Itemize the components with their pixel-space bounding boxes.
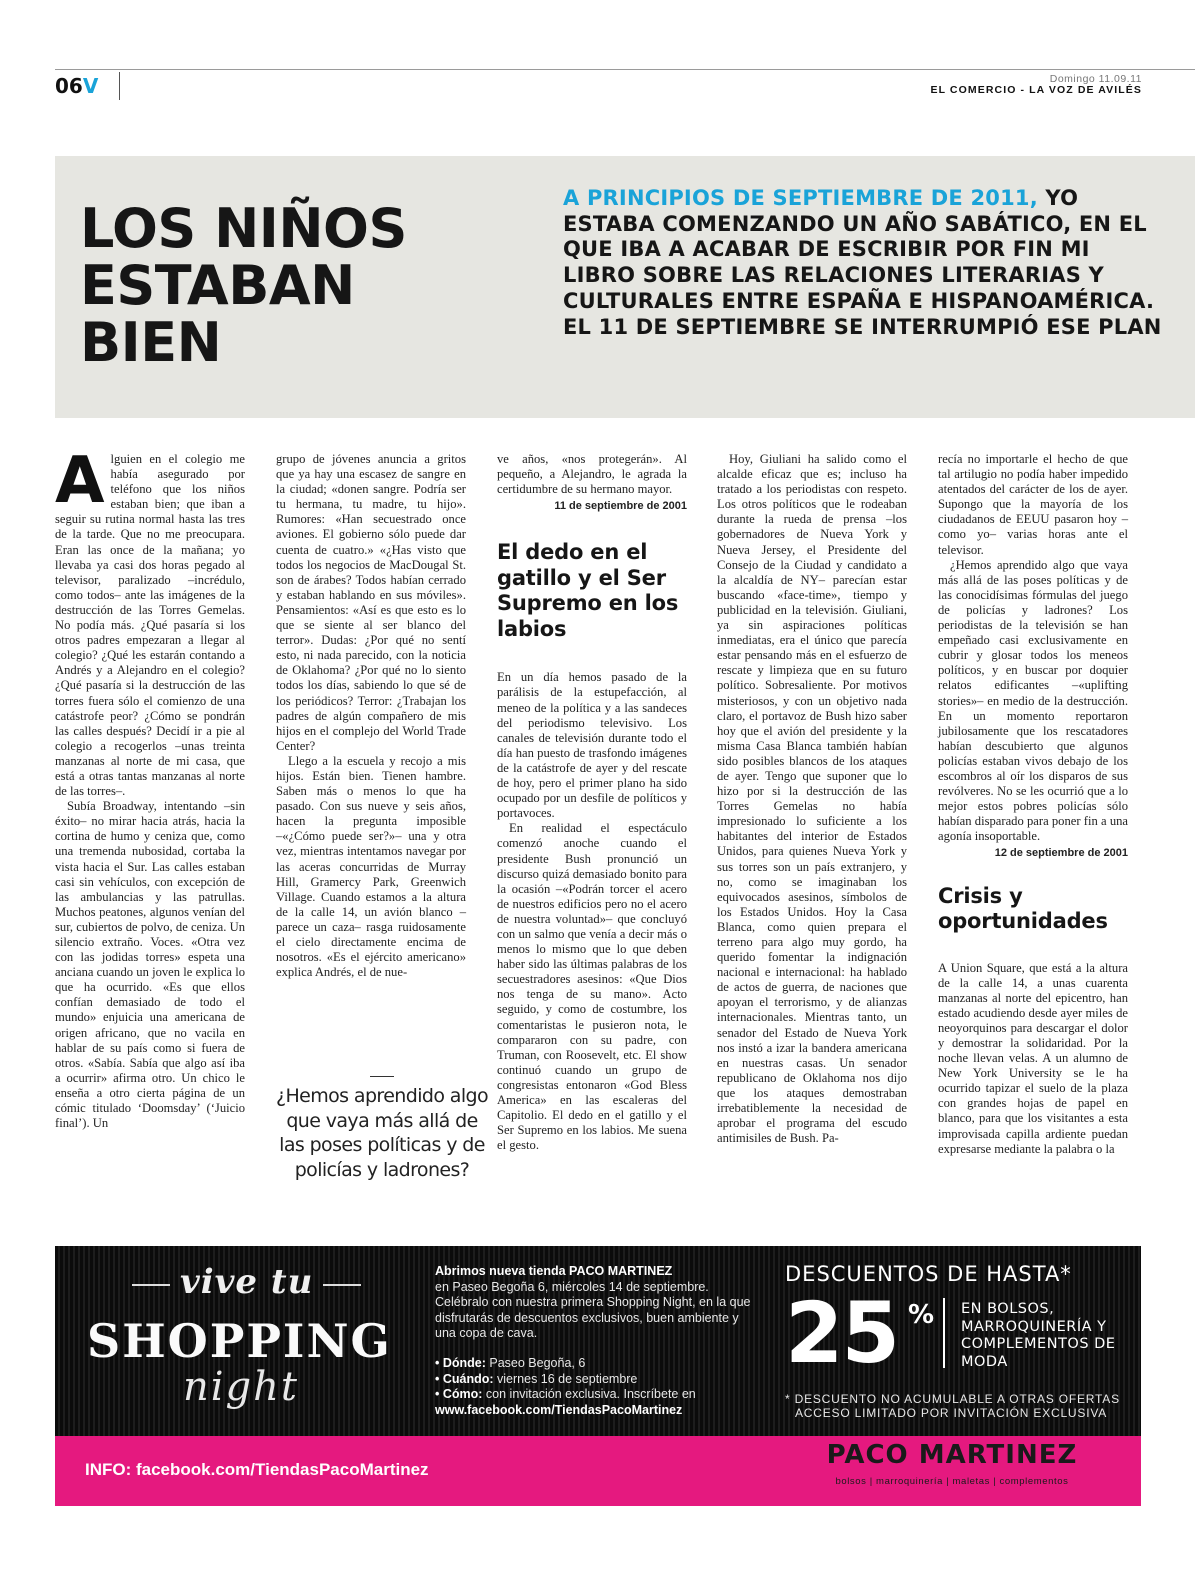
article-column-1 — [55, 444, 245, 1131]
page-number-divider — [119, 72, 120, 100]
paragraph: ¿Hemos aprendido algo que vaya más allá de las poses políticas y de las conocidísimas fórmulas del juego de policías y ladrones? Los periodistas de la televisión se han empeñado casi exclusivamente en cubrir y glosar todos los meneos políticos, y en buscar por doquier relatos edificantes –«uplifting stories»– en medio de la destrucción. En un momento reportaron jubilosamente que los rescatadores habían descubierto que algunos policías estaban vivos debajo de los escombros al oír los disparos de sus revólveres. No se les ocurrió que a lo mejor estos pobres policías sólo habían disparado para poner fin a una agonía insoportable. — [938, 557, 1128, 844]
article-headline: LOS NIÑOS ESTABAN BIEN — [80, 197, 407, 374]
paragraph: recía no importarle el hecho de que tal artilugio no podía haber impedido atentados del carácter de los de ayer. Supongo que la mayoría de los ciudadanos de EEUU pasaron hoy –como yo– varias horas ante el televisor. — [938, 452, 1128, 557]
article-column-3 — [497, 452, 687, 1153]
ad-divider — [943, 1298, 945, 1368]
ad-announcement — [435, 1264, 755, 1342]
drop-cap: A — [55, 444, 105, 518]
paragraph: En un día hemos pasado de la parálisis de la estupefacción, al meneo de la política y a las sandeces del periodismo televisivo. Los canales de televisión durante todo el día han puesto de trasfondo imágenes de la catástrofe de ayer y del rescate de hoy, pero el primer plano ha sido ocupado por un desfile de políticos y portavoces. — [497, 670, 687, 821]
paragraph: ve años, «nos protegerán». Al pequeño, a Alejandro, le agrada la certidumbre de su hermano mayor. — [497, 452, 687, 497]
dateline: 11 de septiembre de 2001 — [554, 500, 687, 513]
paragraph: Subía Broadway, intentando –sin éxito– no mirar hacia atrás, hacia la cortina de humo y ceniza que, como una tremenda nubosidad, cortaba la vista hacia el Sur. Las calles estaban casi sin vehículos, con excepción de las ambulancias y las patrullas. Muchos peatones, algunos venían del sur, cubiertos de polvo, de ceniza. Un silencio extraño. Voces. «Otra vez con las jodidas torres» espeta una anciana cuando un joven le explica lo que ha ocurrido. «Es que ellos confían demasiado de todo el mundo» enjuicia una americana de origen africano, que no vacila en hablar de su país como si fuera de otros. «Sabía. Sabía que algo así iba a ocurrir» afirma otro. Un chico le enseña a otro cierta página de un cómic titulado ‘Doomsday’ (‘Juicio final’). Un — [55, 799, 245, 1131]
article-deck — [563, 186, 1163, 340]
article-column-2 — [276, 452, 466, 980]
page-number: 06V — [55, 74, 99, 98]
page-suffix: V — [82, 74, 99, 98]
paragraph: Alguien en el colegio me había asegurado por teléfono que los niños estaban bien; que iban a seguir su rutina normal hasta las tres de la tarde. Que no me preocupara. Eran las once de la mañana; yo llevaba ya casi dos horas pegado al televisor, paralizado –incrédulo, como todos– ante las imágenes de la destrucción de las Torres Gemelas. No podía más. ¿Qué pasaría si los otros padres empezaran a llegar al colegio? ¿Qué les estarán contando a Andrés y a Alejandro en el colegio? ¿Qué pasaría si la destrucción de las torres fuera sólo el comienzo de una catástrofe peor? ¿Cómo se pondrán las calles después? Decidí ir a pie al colegio a recogerlos –unas treinta manzanas al norte de mi casa, que está a otras tantas manzanas al norte de las torres–. — [55, 444, 245, 799]
paragraph: grupo de jóvenes anuncia a gritos que ya hay una escasez de sangre en la ciudad; «donen sangre. Podría ser tu hermana, tu madre, tu hijo». Rumores: «Han secuestrado once aviones. El gobierno sólo puede dar cuenta de cuatro.» «¿Has visto que todos los negocios de MacDougal St. son de árabes? Todos habían cerrado y estaban hablando en sus móviles». Pensamientos: «Así es que esto es lo que se siente al ser blanco del terror». Dudas: ¿Por qué no sentí esto, ni nada parecido, con la noticia de Oklahoma? ¿Por qué no lo siento todos los días, sabiendo lo que sé de los periódicos? Terror: ¿Trabajan los padres de algún compañero de mis hijos en el complejo del World Trade Center? — [276, 452, 466, 753]
ad-discount-categories: EN BOLSOS, MARROQUINERÍA Y COMPLEMENTOS DE MODA — [961, 1301, 1116, 1370]
ad-brand-logo: PACO MARTINEZ — [826, 1440, 1078, 1470]
ad-announcement-body: en Paseo Begoña 6, miércoles 14 de septiembre. Celébralo con nuestra primera Shopping Night, en la que disfrutarás de descuentos exclusivos, buen ambiente y una copa de cava. — [435, 1279, 751, 1340]
ad-how: • Cómo: con invitación exclusiva. Inscríbete en — [435, 1387, 696, 1401]
subhead: Crisis y oportunidades — [938, 883, 1108, 934]
paragraph: Hoy, Giuliani ha salido como el alcalde eficaz que es; incluso ha tratado a los periodistas con respeto. Los otros políticos que le rodeaban durante la rueda de prensa –los gobernadores de Nueva York y Nueva Jersey, el Presidente del Consejo de la Ciudad y candidato a la alcaldía de NY– parecían estar buscando «face-time», tiempo y publicidad en la televisión. Giuliani, ya sin aspiraciones políticas inmediatas, era el único que parecía estar pensando más en el esfuerzo de rescate y limpieza que en su futuro político. Sobresaliente. Por motivos misteriosos, y con un objetivo nada claro, el portavoz de Bush hizo saber hoy que el avión del presidente y la misma Casa Blanca también habían sido posibles blancos de los ataques de ayer. Tengo que suponer que lo hizo por si la destrucción de las Torres Gemelas no había impresionado lo suficiente a los habitantes del interior de Estados Unidos, para quienes Nueva York y sus torres son un país extranjero, y no, como se imaginaban los equivocados asesinos, símbolos de los Estados Unidos. Hoy la Casa Blanca, como quien prepara el terreno para algo muy gordo, ha querido fomentar la indignación nacional e internacional: ha hablado de actos de guerra, de naciones que apoyan el terrorismo, y de alianzas internacionales. Mientras tanto, un senador del Estado de Nueva York nos instó a izar la bandera americana en nuestras casas. Un senador republicano de Oklahoma nos dijo que los ataques demostraban irrebatiblemente la necesidad de aprobar el programa del escudo antimisiles de Bush. Pa- — [717, 452, 907, 1146]
ad-facebook-link[interactable]: www.facebook.com/TiendasPacoMartinez — [435, 1402, 683, 1417]
paragraph: Llego a la escuela y recojo a mis hijos. Están bien. Tienen hambre. Saben más o menos lo que ha pasado. Con sus nueve y seis años, hacen la pregunta imposible –«¿Cómo puede ser?»– una y otra vez, mientras intentamos navegar por las aceras concurridas de Murray Hill, Gramercy Park, Greenwich Village. Cuando estamos a la altura de la calle 14, un avión blanco –parece un caza– rasga ruidosamente el cielo directamente encima de nosotros. «Es el ejército americano» explica Andrés, el de nue- — [276, 753, 466, 980]
paragraph: En realidad el espectáculo comenzó anoche cuando el presidente Bush pronunció un discurso quizá demasiado bonito para la ocasión –«Podrán torcer el acero de nuestros edificios pero no el acero de nuestra voluntad»– que concluyó con un salmo que venía a decir más o menos lo mismo que lo que deben haber sido las últimas palabras de los secuestradores asesinos: «Que Dios nos tenga de su mano». Acto seguido, y como de costumbre, los comentaristas le pusieron nota, le compararon con su padre, con Truman, con Roosevelt, etc. El show continuó cuando un grupo de congresistas entonaron «God Bless America» en las escaleras del Capitolio. El dedo en el gatillo y el Ser Supremo en los labios. Me suena el gesto. — [497, 821, 687, 1153]
paragraph: A Union Square, que está a la altura de la calle 14, a unas cuarenta manzanas al norte del epicentro, han estado acudiendo desde ayer miles de neoyorquinos para descargar el dolor y demostrar la solidaridad. Por la noche llevan velas. A un alumno de New York University se le ha ocurrido tapizar el suelo de la plaza con grandes hojas de papel en blanco, para que los visitantes a esta improvisada capilla ardiente puedan expresarse mediante la palabra o la — [938, 960, 1128, 1156]
ad-when: • Cuándo: viernes 16 de septiembre — [435, 1371, 638, 1386]
ad-brand-tagline: bolsos | marroquinería | maletas | complementos — [835, 1476, 1069, 1487]
ad-discount-value: 25 — [785, 1284, 898, 1382]
dateline: 12 de septiembre de 2001 — [994, 847, 1128, 860]
ad-vive-tu: vive tu — [180, 1262, 314, 1302]
deck-text: YO ESTABA COMENZANDO UN AÑO SABÁTICO, EN EL QUE IBA A ACABAR DE ESCRIBIR POR FIN MI LIBRO SOBRE LAS RELACIONES LITERARIAS Y CULTURALES ENTRE ESPAÑA E HISPANOAMÉRICA. EL 11 DE SEPTIEMBRE SE INTERRUMPIÓ ESE PLAN — [563, 186, 1162, 339]
ad-footnote: * DESCUENTO NO ACUMULABLE A OTRAS OFERTAS ACCESO LIMITADO POR INVITACIÓN EXCLUSIVA — [785, 1392, 1120, 1420]
ad-shopping: SHOPPING — [87, 1314, 392, 1368]
advertisement[interactable] — [55, 1246, 1141, 1506]
ad-discount-title: DESCUENTOS DE HASTA* — [785, 1262, 1072, 1286]
masthead — [930, 73, 1142, 96]
subhead: El dedo en el gatillo y el Ser Supremo en los labios — [497, 540, 679, 641]
ad-info-link[interactable]: INFO: facebook.com/TiendasPacoMartinez — [85, 1460, 429, 1479]
pullquote: ¿Hemos aprendido algo que vaya más allá de las poses políticas y de policías y ladrones? — [275, 1085, 489, 1181]
newspaper-name: EL COMERCIO - LA VOZ DE AVILÉS — [930, 84, 1142, 96]
deck-highlight: A PRINCIPIOS DE SEPTIEMBRE DE 2011, — [563, 186, 1038, 210]
ad-details — [435, 1356, 755, 1418]
ad-where: • Dónde: Paseo Begoña, 6 — [435, 1356, 586, 1370]
ad-announcement-headline: Abrimos nueva tienda PACO MARTINEZ — [435, 1264, 673, 1278]
article-column-4 — [717, 452, 907, 1146]
article-column-5 — [938, 452, 1128, 1157]
ad-night: night — [183, 1364, 299, 1410]
pullquote-rule — [370, 1076, 394, 1077]
issue-date: Domingo 11.09.11 — [1049, 73, 1142, 85]
top-rule — [55, 69, 1195, 70]
ad-percent-sign: % — [908, 1300, 935, 1330]
